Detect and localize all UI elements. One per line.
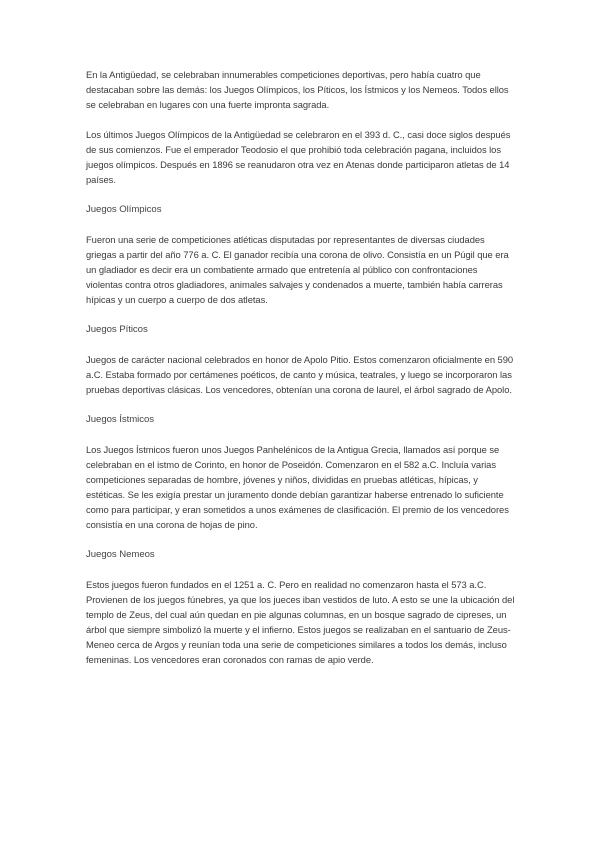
section-heading-olimpicos: Juegos Olímpicos [86, 204, 162, 215]
section-heading-nemeos: Juegos Nemeos [86, 549, 155, 560]
section-body-istmicos: Los Juegos Ístmicos fueron unos Juegos Panhelénicos de la Antigua Grecia, llamados así porque se celebraban en el istmo de Corinto, en honor de Poseidón. Comenzaron en el 582 a.C. Incluía varias competiciones separadas de hombre, jóvenes y niños, divididas en pruebas atléticas, hípicas, y estéticas. Se les exigía prestar un juramento donde debían garantizar haberse entrenado lo suficiente como para participar, y eran sometidos a unos exámenes de clasificación. El premio de los vencedores consistía en una corona de hojas de pino. [86, 444, 509, 530]
intro-paragraph-2: Los últimos Juegos Olímpicos de la Antigüedad se celebraron en el 393 d. C., casi doce siglos después de sus comienzos. Fue el emperador Teodosio el que prohibió toda celebración pagana, incluidos los juegos olímpicos. Después en 1896 se reanudaron otra vez en Atenas donde participaron atletas de 14 países. [86, 129, 511, 185]
section-heading-istmicos: Juegos Ístmicos [86, 414, 155, 425]
section-heading-piticos: Juegos Píticos [86, 324, 148, 335]
intro-paragraph-1: En la Antigüedad, se celebraban innumerables competiciones deportivas, pero había cuatro que destacaban sobre las demás: los Juegos Olímpicos, los Píticos, los Ístmicos y los Nemeos. Todos ellos se celebraban en lugares con una fuerte impronta sagrada. [86, 69, 509, 110]
section-body-piticos: Juegos de carácter nacional celebrados en honor de Apolo Pitio. Estos comenzaron oficialmente en 590 a.C. Estaba formado por certámenes poéticos, de canto y música, teatrales, y luego se incorporaron las pruebas deportivas clásicas. Los vencedores, obtenían una corona de laurel, el árbol sagrado de Apolo. [86, 354, 514, 395]
section-body-nemeos: Estos juegos fueron fundados en el 1251 a. C. Pero en realidad no comenzaron hasta el 573 a.C. Provienen de los juegos fúnebres, ya que los jueces iban vestidos de luto. A esto se une la ubicación del templo de Zeus, del cual aún quedan en pie algunas columnas, en un bosque sagrado de cipreses, un árbol que siempre simbolizó la muerte y el infierno. Estos juegos se realizaban en el santuario de Zeus-Meneo cerca de Argos y reunían toda una serie de competiciones similares a todos los demás, incluso femeninas. Los vencedores eran coronados con ramas de apio verde. [86, 579, 515, 665]
section-body-olimpicos: Fueron una serie de competiciones atléticas disputadas por representantes de diversas ciudades griegas a partir del año 776 a. C. El ganador recibía una corona de olivo. Consistía en un Púgil que era un gladiador es decir era un combatiente armado que entretenía al público con confrontaciones violentas contra otros gladiadores, animales salvajes y condenados a muerte, también había carreras hípicas y un cuerpo a cuerpo de dos atletas. [86, 234, 509, 305]
document-body [86, 67, 516, 682]
